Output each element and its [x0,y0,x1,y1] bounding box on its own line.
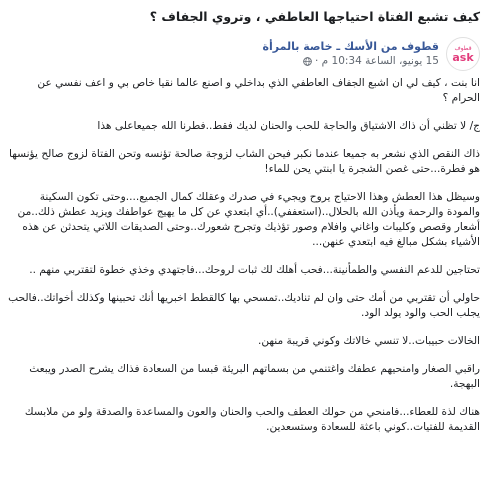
post-timestamp[interactable]: 15 يونيو، الساعة 10:34 م · [315,55,439,67]
page-avatar[interactable] [446,37,480,71]
post-paragraph: ج/ لا تظني أن ذاك الاشتياق والحاجة للحب والحنان لديك فقط..فطرنا الله جميعاعلى هذا [97,120,480,132]
post-paragraph: تحتاجين للدعم النفسي والطمأنينة...فحب أهلك لك ثبات لروحك...فاجتهدي وخذي خطوة لتقتربي منهم .. [29,264,480,277]
page-name-link[interactable]: قطوف من الأسك ـ خاصة بالمرأة [262,40,439,53]
post-paragraph: وسيظل هذا العطش وهذا الاحتياج يروح ويجيء في صدرك وعقلك كمال الجميع....وحتى تكون السكينة والمودة والرحمة ويأذن الله بالحلال..(استعففي)..أي ابتعدي عن كل ما يهيج عواطفك ويزيد عطش ذلك..من أشعار وقصص وكليبات واغاني وافلام وصور تؤذيك وتجرح شعورك..وحتى الصديقات اللاتي يتحدثن عن هذه الأشياء بشكل مبالغ فيه ابتعدي عنهن... [17,190,480,249]
globe-icon [303,57,312,66]
post-meta [263,39,439,69]
post-paragraph: راقبي الصغار وامنحيهم عطفك واغتنمي من بسماتهم البريئة قبسا من السعادة فذاك يشرح الصدر ويبعث البهجة. [29,362,480,390]
avatar-sub-label: قطوف [454,45,472,52]
post-timestamp-row [263,54,439,69]
post-title: كيف تشبع الفتاة احتياجها العاطفي ، وتروي الجفاف ؟ [149,9,480,24]
post-paragraph: ذاك النقص الذي نشعر به جميعا عندما نكبر فيحن الشاب لزوجة صالحة تؤنسه وتحن الفتاة لزوج صالح يؤنسها هو فطرة...حتى غصن الشجرة يا ابنتي يحن للماء! [9,147,480,175]
avatar-logo-text: ask [452,51,474,64]
post-header [6,34,480,74]
post-paragraph: انا بنت ، كيف لي ان اشبع الجفاف العاطفي الذي بداخلي و اصنع عالما نقيا خاص بي و اعف نفسي عن الحرام ؟ [37,77,480,105]
post-body [6,76,480,435]
post-paragraph: هناك لذة للعطاء...فامنحي من حولك العطف والحب والحنان والعون والمساعدة والصدقة ولو من ملابسك القديمة للفتيات..كوني باعثة للسعادة وستسعدين. [24,405,480,433]
post-paragraph: الخالات حبيبات..لا تنسي خالاتك وكوني قريبة منهن. [257,335,480,347]
post-paragraph: حاولي أن تقتربي من أمك حتى وان لم تناديك..تمسحي بها كالقطط اخبريها أنك تحبينها وكذلك أخواتك..فالحب يجلب الحب والود يولد الود. [8,292,480,320]
